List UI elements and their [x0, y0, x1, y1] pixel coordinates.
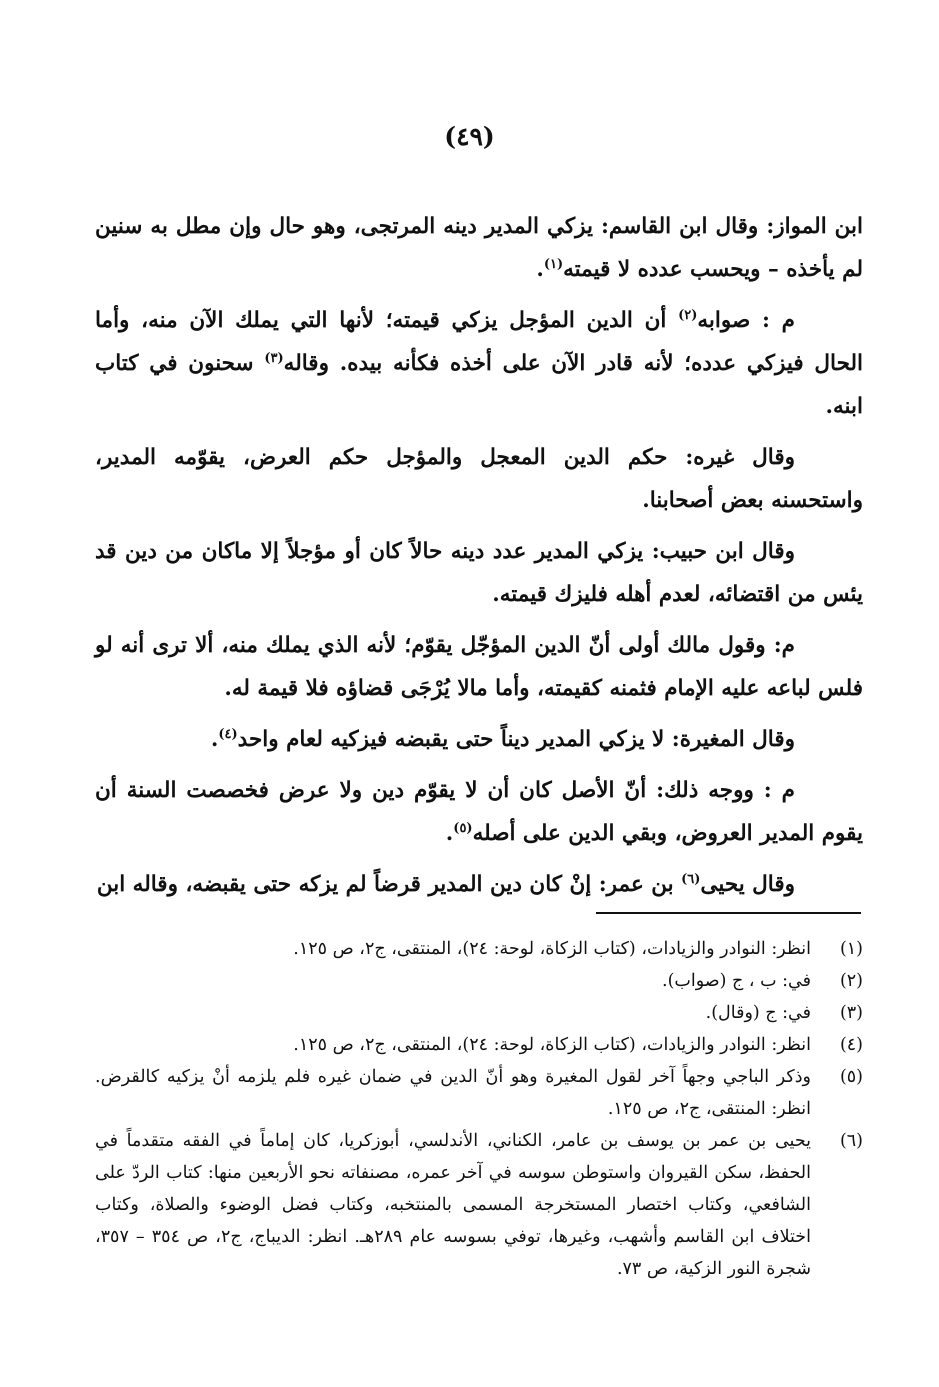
- footnote-reference: (٢): [678, 307, 698, 323]
- paragraph: [95, 718, 863, 761]
- paragraph: [95, 299, 863, 428]
- footnote: [95, 1061, 863, 1125]
- text-segment: وقال المغيرة: لا يزكي المدير ديناً حتى يقبضه فيزكيه لعام واحد: [237, 727, 795, 752]
- text-segment: وقال يحيى: [700, 872, 795, 897]
- footnote-reference: (٥): [453, 820, 473, 836]
- footnote-number: (٦): [839, 1131, 863, 1151]
- paragraph: [95, 205, 863, 291]
- text-segment: م: وقول مالك أولى أنّ الدين المؤجّل يقوّم؛ لأنه الذي يملك منه، ألا ترى أنه لو فلس لباعه عليه الإمام فثمنه كقيمته، وأما مالا يُرْجَى قضاؤه فلا قيمة له.: [95, 633, 863, 701]
- footnote-number: (٢): [839, 971, 863, 991]
- paragraph: [95, 436, 863, 522]
- text-segment: م : صوابه: [697, 308, 795, 333]
- footnote-text: وذكر الباجي وجهاً آخر لقول المغيرة وهو أنّ الدين في ضمان غيره فلم يلزمه أنْ يزكيه كالقرض. انظر: المنتقى، ج٢، ص ١٢٥.: [95, 1067, 811, 1119]
- footnote-number: (١): [839, 939, 863, 959]
- paragraph: [95, 624, 863, 710]
- footnote-text: انظر: النوادر والزيادات، (كتاب الزكاة، لوحة: ٢٤)، المنتقى، ج٢، ص ١٢٥.: [293, 939, 811, 959]
- footnote-text: يحيى بن عمر بن يوسف بن عامر، الكناني، الأندلسي، أبوزكريا، كان إماماً في الفقه متقدماً في الحفظ، سكن القيروان واستوطن سوسه في آخر عمره، مصنفاته نحو الأربعين منها: كتاب الردّ على الشافعي، وكتاب اختصار المستخرجة المسمى بالمنتخبه، وكتاب فضل الوضوء والصلاة، وكتاب اختلاف ابن القاسم وأشهب، وغيرها، توفي بسوسه عام ٢٨٩هـ. انظر: الديباج، ج٢، ص ٣٥٤ – ٣٥٧، شجرة النور الزكية، ص ٧٣.: [95, 1131, 811, 1279]
- footnote-reference: (٦): [681, 871, 701, 887]
- footnote-separator: [596, 912, 861, 914]
- footnote-text: في: ب ، ج (صواب).: [662, 971, 811, 991]
- footnote-number: (٣): [839, 1003, 863, 1023]
- footnote-text: في: ج (وقال).: [705, 1003, 811, 1023]
- text-segment: أن الدين المؤجل يزكي قيمته؛ لأنها التي يملك الآن منه، وأما الحال فيزكي عدده؛ لأنه قادر الآن على أخذه فكأنه بيده. وقاله: [95, 308, 863, 376]
- footnote-text: انظر: النوادر والزيادات، (كتاب الزكاة، لوحة: ٢٤)، المنتقى، ج٢، ص ١٢٥.: [293, 1035, 811, 1055]
- text-segment: .: [210, 727, 219, 752]
- text-segment: بن عمر: إنْ كان دين المدير قرضاً لم يزكه حتى يقبضه، وقاله ابن: [96, 872, 682, 897]
- paragraph: [95, 863, 863, 906]
- footnote: [95, 1029, 863, 1061]
- text-segment: وقال غيره: حكم الدين المعجل والمؤجل حكم العرض، يقوّمه المدير، واستحسنه بعض أصحابنا.: [95, 445, 863, 513]
- footnote: [95, 1125, 863, 1285]
- footnote: [95, 997, 863, 1029]
- footnote: [95, 933, 863, 965]
- paragraph: [95, 530, 863, 616]
- footnotes: [95, 933, 863, 1285]
- footnote-number: (٥): [839, 1067, 863, 1087]
- footnote: [95, 965, 863, 997]
- footnote-reference: (٣): [264, 350, 284, 366]
- text-segment: وقال ابن حبيب: يزكي المدير عدد دينه حالاً كان أو مؤجلاً إلا ماكان من دين قد يئس من اقتضائه، لعدم أهله فليزك قيمته.: [95, 539, 863, 607]
- main-text: [95, 205, 863, 914]
- paragraph: [95, 769, 863, 855]
- text-segment: .: [536, 257, 544, 282]
- footnote-reference: (١): [543, 256, 564, 272]
- text-segment: سحنون في كتاب ابنه.: [95, 351, 863, 419]
- text-segment: م : ووجه ذلك: أنّ الأصل كان أن لا يقوّم دين ولا عرض فخصصت السنة أن يقوم المدير العروض، وبقي الدين على أصله: [95, 778, 863, 846]
- footnote-reference: (٤): [218, 726, 238, 742]
- page-number: (٤٩): [444, 122, 495, 151]
- text-segment: .: [445, 821, 454, 846]
- text-segment: ابن المواز: وقال ابن القاسم: يزكي المدير دينه المرتجى، وهو حال وإن مطل به سنين لم يأخذه – ويحسب عدده لا قيمته: [95, 214, 863, 282]
- footnote-number: (٤): [839, 1035, 863, 1055]
